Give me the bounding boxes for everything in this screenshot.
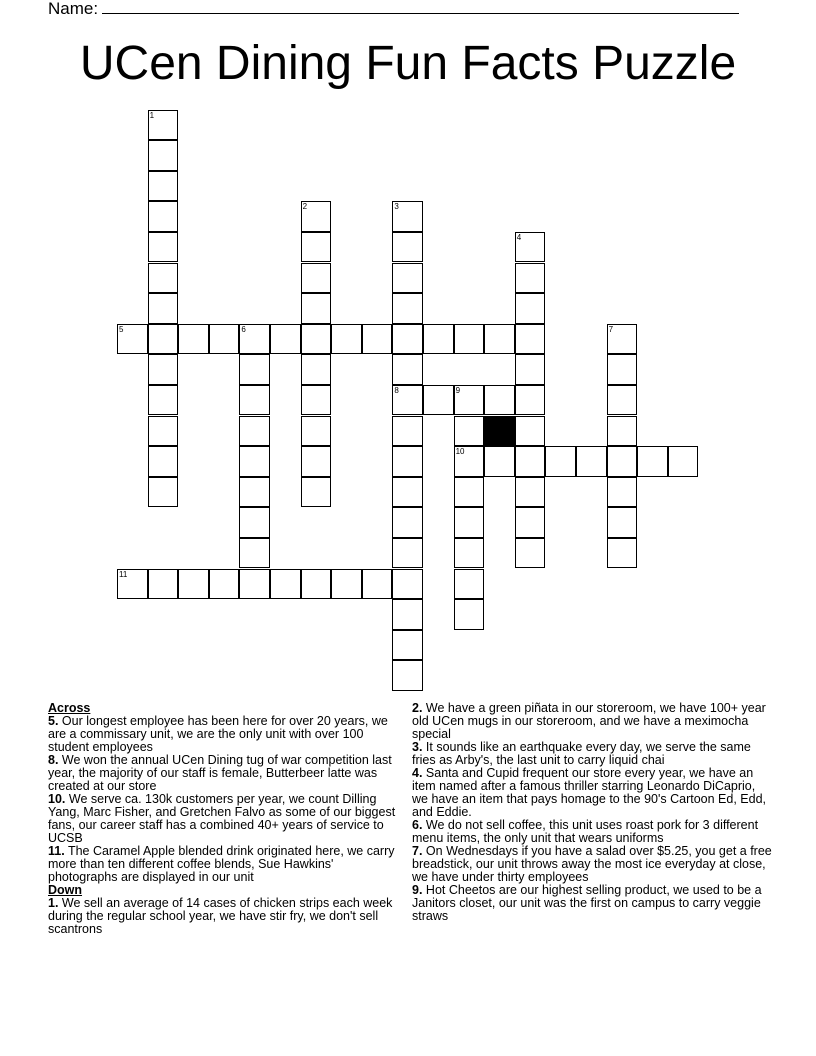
clue-number: 10. <box>48 792 66 806</box>
clue-number: 8. <box>48 753 59 767</box>
crossword-cell[interactable] <box>148 477 179 508</box>
clue-across-8 <box>48 754 406 793</box>
crossword-cell[interactable] <box>607 324 638 355</box>
crossword-cell[interactable] <box>301 201 332 232</box>
clue-text: We won the annual UCen Dining tug of war competition last year, the majority of our staff is female, Butterbeer latte was created at our store <box>48 753 392 793</box>
crossword-cell[interactable] <box>270 569 301 600</box>
clue-number: 4. <box>412 766 423 780</box>
crossword-cell[interactable] <box>515 416 546 447</box>
crossword-cell[interactable] <box>148 201 179 232</box>
crossword-cell[interactable] <box>607 416 638 447</box>
crossword-cell[interactable] <box>148 354 179 385</box>
clue-text: We sell an average of 14 cases of chicken strips each week during the regular school year, we have stir fry, we don't sell scantrons <box>48 896 393 936</box>
crossword-cell[interactable] <box>515 263 546 294</box>
crossword-cell[interactable] <box>637 446 668 477</box>
clue-number-label: 3 <box>394 202 399 212</box>
clue-number-label: 6 <box>241 324 246 334</box>
clue-text: The Caramel Apple blended drink originated here, we carry more than ten different coffee blends, Sue Hawkins' photographs are displayed in our unit <box>48 844 395 884</box>
crossword-cell[interactable] <box>484 324 515 355</box>
crossword-cell[interactable] <box>454 324 485 355</box>
crossword-cell[interactable] <box>209 569 240 600</box>
across-heading: Across <box>48 701 91 715</box>
clue-number: 6. <box>412 818 423 832</box>
crossword-cell[interactable] <box>454 538 485 569</box>
crossword-cell[interactable] <box>454 385 485 416</box>
crossword-cell[interactable] <box>392 416 423 447</box>
crossword-cell[interactable] <box>301 293 332 324</box>
crossword-cell[interactable] <box>301 477 332 508</box>
crossword-cell[interactable] <box>148 416 179 447</box>
crossword-cell[interactable] <box>392 324 423 355</box>
crossword-cell[interactable] <box>117 569 148 600</box>
crossword-cell[interactable] <box>178 569 209 600</box>
clue-number: 11. <box>48 844 65 858</box>
clues-left-column <box>48 702 406 936</box>
crossword-cell[interactable] <box>239 446 270 477</box>
crossword-cell[interactable] <box>148 293 179 324</box>
crossword-cell[interactable] <box>239 538 270 569</box>
crossword-cell[interactable] <box>392 660 423 691</box>
crossword-cell[interactable] <box>148 569 179 600</box>
clue-down-9 <box>412 884 772 923</box>
crossword-cell[interactable] <box>148 324 179 355</box>
clue-text: We have a green piñata in our storeroom, we have 100+ year old UCen mugs in our storeroom, and we have a meximocha special <box>412 701 766 741</box>
crossword-cell[interactable] <box>515 232 546 263</box>
crossword-cell[interactable] <box>362 324 393 355</box>
crossword-cell[interactable] <box>392 201 423 232</box>
crossword-cell[interactable] <box>301 324 332 355</box>
crossword-cell[interactable] <box>454 446 485 477</box>
crossword-cell[interactable] <box>515 354 546 385</box>
crossword-cell[interactable] <box>239 507 270 538</box>
clue-down-3 <box>412 741 772 767</box>
crossword-cell[interactable] <box>392 293 423 324</box>
crossword-black-cell <box>484 416 515 447</box>
crossword-cell[interactable] <box>392 263 423 294</box>
crossword-cell[interactable] <box>515 446 546 477</box>
crossword-cell[interactable] <box>607 385 638 416</box>
crossword-cell[interactable] <box>668 446 699 477</box>
crossword-cell[interactable] <box>301 446 332 477</box>
crossword-cell[interactable] <box>392 232 423 263</box>
clue-number-label: 4 <box>516 232 522 242</box>
name-blank-line[interactable] <box>102 0 739 14</box>
crossword-cell[interactable] <box>607 446 638 477</box>
crossword-cell[interactable] <box>576 446 607 477</box>
clue-number: 9. <box>412 883 423 897</box>
down-heading: Down <box>48 883 83 897</box>
crossword-cell[interactable] <box>515 507 546 538</box>
clue-number-label: 11 <box>119 569 128 579</box>
crossword-cell[interactable] <box>392 599 423 630</box>
crossword-cell[interactable] <box>178 324 209 355</box>
crossword-cell[interactable] <box>301 232 332 263</box>
crossword-cell[interactable] <box>117 324 148 355</box>
crossword-cell[interactable] <box>607 538 638 569</box>
page-title: UCen Dining Fun Facts Puzzle <box>79 37 737 90</box>
crossword-cell[interactable] <box>454 599 485 630</box>
clue-number-label: 2 <box>302 202 308 212</box>
clues-right-column <box>412 702 772 923</box>
crossword-cell[interactable] <box>423 385 454 416</box>
crossword-cell[interactable] <box>515 324 546 355</box>
crossword-cell[interactable] <box>392 630 423 661</box>
clue-down-1 <box>48 897 406 936</box>
crossword-cell[interactable] <box>454 477 485 508</box>
crossword-cell[interactable] <box>545 446 576 477</box>
clue-text: Santa and Cupid frequent our store every year, we have an item named after a famous thriller starring Leonardo DiCaprio, we have an item that pays homage to the 90's Cartoon Ed, Edd, and Eddie. <box>412 766 766 819</box>
crossword-cell[interactable] <box>239 477 270 508</box>
crossword-cell[interactable] <box>239 385 270 416</box>
clue-number-label: 9 <box>455 385 461 395</box>
crossword-cell[interactable] <box>301 416 332 447</box>
clue-across-11 <box>48 845 406 884</box>
clue-number: 2. <box>412 701 423 715</box>
clue-down-7 <box>412 845 772 884</box>
crossword-cell[interactable] <box>239 416 270 447</box>
name-label: Name: <box>48 0 99 18</box>
crossword-cell[interactable] <box>239 569 270 600</box>
crossword-cell[interactable] <box>423 324 454 355</box>
crossword-cell[interactable] <box>209 324 240 355</box>
clue-number: 7. <box>412 844 423 858</box>
crossword-cell[interactable] <box>148 232 179 263</box>
clue-number: 3. <box>412 740 423 754</box>
crossword-cell[interactable] <box>301 385 332 416</box>
clue-number-label: 1 <box>149 110 155 120</box>
crossword-cell[interactable] <box>454 416 485 447</box>
crossword-cell[interactable] <box>239 354 270 385</box>
crossword-cell[interactable] <box>484 385 515 416</box>
crossword-cell[interactable] <box>484 446 515 477</box>
crossword-cell[interactable] <box>392 446 423 477</box>
clue-number-label: 10 <box>455 447 465 457</box>
crossword-cell[interactable] <box>392 477 423 508</box>
crossword-cell[interactable] <box>148 110 179 141</box>
crossword-cell[interactable] <box>515 293 546 324</box>
crossword-cell[interactable] <box>148 171 179 202</box>
clue-text: It sounds like an earthquake every day, we serve the same fries as Arby's, the last unit to carry liquid chai <box>412 740 751 767</box>
clue-number: 5. <box>48 714 59 728</box>
crossword-cell[interactable] <box>392 507 423 538</box>
clue-text: Our longest employee has been here for over 20 years, we are a commissary unit, we are the only unit with over 100 student employees <box>48 714 388 754</box>
crossword-cell[interactable] <box>331 324 362 355</box>
crossword-cell[interactable] <box>607 507 638 538</box>
clue-text: Hot Cheetos are our highest selling product, we used to be a Janitors closet, our unit was the first on campus to carry veggie straws <box>412 883 762 923</box>
clue-down-2 <box>412 702 772 741</box>
crossword-cell[interactable] <box>515 477 546 508</box>
clue-number-label: 7 <box>608 324 614 334</box>
clue-across-5 <box>48 715 406 754</box>
clue-across-10 <box>48 793 406 845</box>
clue-down-6 <box>412 819 772 845</box>
crossword-cell[interactable] <box>515 538 546 569</box>
crossword-cell[interactable] <box>515 385 546 416</box>
crossword-cell[interactable] <box>148 140 179 171</box>
crossword-cell[interactable] <box>392 538 423 569</box>
name-field[interactable] <box>48 0 739 19</box>
crossword-cell[interactable] <box>392 569 423 600</box>
clue-text: On Wednesdays if you have a salad over $5.25, you get a free breadstick, our unit throws away the most ice everyday at close, we have under thirty employees <box>412 844 772 884</box>
crossword-cell[interactable] <box>301 569 332 600</box>
crossword-cell[interactable] <box>392 354 423 385</box>
crossword-cell[interactable] <box>454 569 485 600</box>
crossword-cell[interactable] <box>392 385 423 416</box>
clue-number-label: 8 <box>394 385 399 395</box>
crossword-cell[interactable] <box>607 354 638 385</box>
crossword-cell[interactable] <box>454 507 485 538</box>
clue-number: 1. <box>48 896 59 910</box>
clue-down-4 <box>412 767 772 819</box>
clue-text: We serve ca. 130k customers per year, we count Dilling Yang, Marc Fisher, and Gretchen Falvo as some of our biggest fans, our career staff has a combined 40+ years of service to UCSB <box>48 792 396 845</box>
crossword-cell[interactable] <box>148 385 179 416</box>
crossword-cell[interactable] <box>239 324 270 355</box>
crossword-cell[interactable] <box>148 263 179 294</box>
crossword-cell[interactable] <box>607 477 638 508</box>
crossword-cell[interactable] <box>301 354 332 385</box>
clue-number-label: 5 <box>119 324 124 334</box>
crossword-cell[interactable] <box>362 569 393 600</box>
crossword-cell[interactable] <box>270 324 301 355</box>
clue-text: We do not sell coffee, this unit uses roast pork for 3 different menu items, the only unit that wears uniforms <box>412 818 759 845</box>
crossword-cell[interactable] <box>301 263 332 294</box>
crossword-cell[interactable] <box>331 569 362 600</box>
crossword-cell[interactable] <box>148 446 179 477</box>
